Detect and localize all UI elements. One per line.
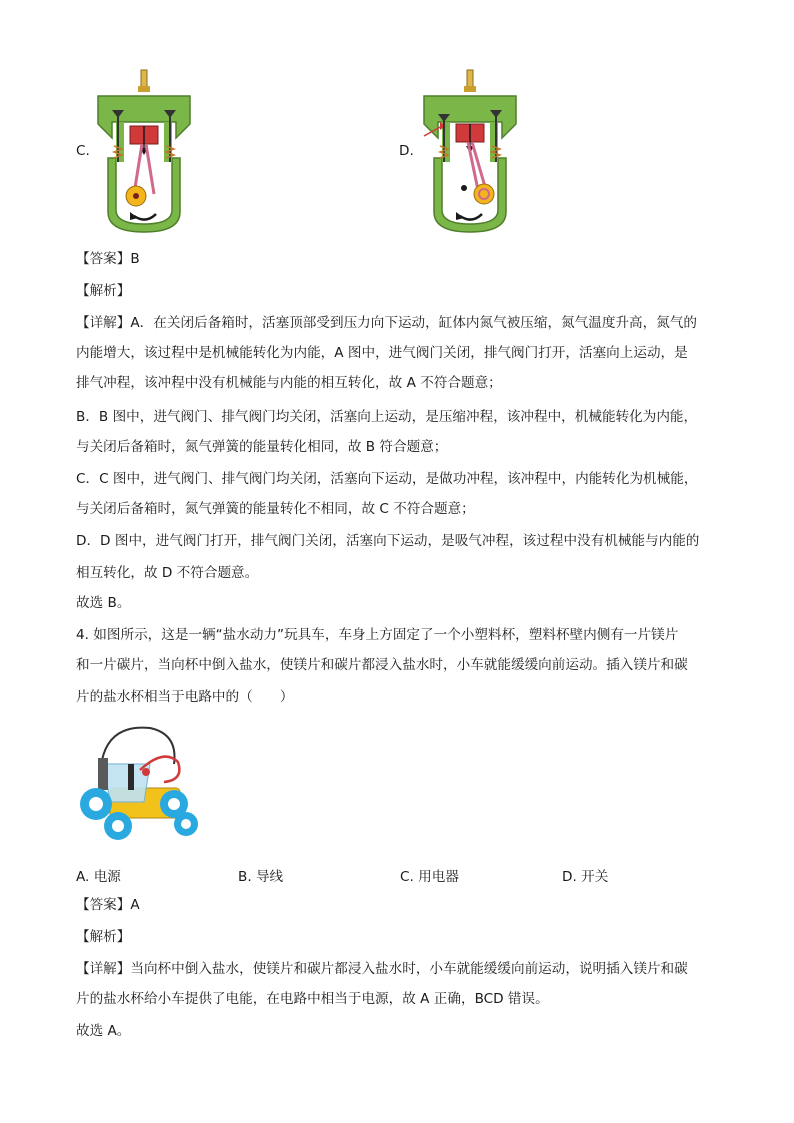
q3-detail-line-8: D．D 图中，进气阀门打开，排气阀门关闭，活塞向下运动，是吸气冲程，该过程中没有机械能与内能的 — [76, 533, 700, 549]
saltwater-car-image — [74, 720, 204, 850]
q4-analysis-tag: 【解析】 — [76, 929, 131, 945]
choice-a: A. 电源 — [76, 869, 121, 885]
option-d-label: D. — [399, 143, 414, 159]
q4-stem-line-2: 和一片碳片，当向杯中倒入盐水，使镁片和碳片都浸入盐水时，小车就能缓缓向前运动。插入镁片和碳 — [76, 657, 688, 673]
choice-c: C. 用电器 — [400, 869, 459, 885]
q4-stem-line-1: 4. 如图所示，这是一辆“盐水动力”玩具车，车身上方固定了一个小塑料杯，塑料杯壁内侧有一片镁片 — [76, 627, 679, 643]
option-c-label: C. — [76, 143, 90, 159]
q3-answer: 【答案】B — [76, 251, 140, 267]
q3-detail-line-6: C．C 图中，进气阀门、排气阀门均关闭，活塞向下运动，是做功冲程，该冲程中，内能转化为机械能， — [76, 471, 698, 487]
q3-detail-line-1: 【详解】A．在关闭后备箱时，活塞顶部受到压力向下运动，缸体内氮气被压缩，氮气温度升高，氮气的 — [76, 315, 698, 331]
engine-diagram-c — [94, 66, 194, 238]
q3-detail-line-5: 与关闭后备箱时，氮气弹簧的能量转化相同，故 B 符合题意； — [76, 439, 448, 455]
q3-analysis-tag: 【解析】 — [76, 283, 131, 299]
choice-d: D. 开关 — [562, 869, 609, 885]
q3-detail-line-7: 与关闭后备箱时，氮气弹簧的能量转化不相同，故 C 不符合题意； — [76, 501, 475, 517]
q3-detail-line-2: 内能增大，该过程中是机械能转化为内能，A 图中，进气阀门关闭，排气阀门打开，活塞向上运动，是 — [76, 345, 688, 361]
q4-detail-line-2: 片的盐水杯给小车提供了电能，在电路中相当于电源，故 A 正确，BCD 错误。 — [76, 991, 549, 1007]
q4-stem-line-3: 片的盐水杯相当于电路中的（ ） — [76, 689, 294, 705]
q4-detail-line-1: 【详解】当向杯中倒入盐水，使镁片和碳片都浸入盐水时，小车就能缓缓向前运动，说明插入镁片和碳 — [76, 961, 688, 977]
q4-answer: 【答案】A — [76, 897, 140, 913]
q3-conclusion: 故选 B。 — [76, 595, 131, 611]
q3-detail-line-3: 排气冲程，该冲程中没有机械能与内能的相互转化，故 A 不符合题意； — [76, 375, 502, 391]
q3-detail-line-9: 相互转化，故 D 不符合题意。 — [76, 565, 259, 581]
q3-detail-line-4: B．B 图中，进气阀门、排气阀门均关闭，活塞向上运动，是压缩冲程，该冲程中，机械能转化为内能， — [76, 409, 698, 425]
q4-conclusion: 故选 A。 — [76, 1023, 131, 1039]
choice-b: B. 导线 — [238, 869, 284, 885]
engine-diagram-d — [420, 66, 520, 238]
